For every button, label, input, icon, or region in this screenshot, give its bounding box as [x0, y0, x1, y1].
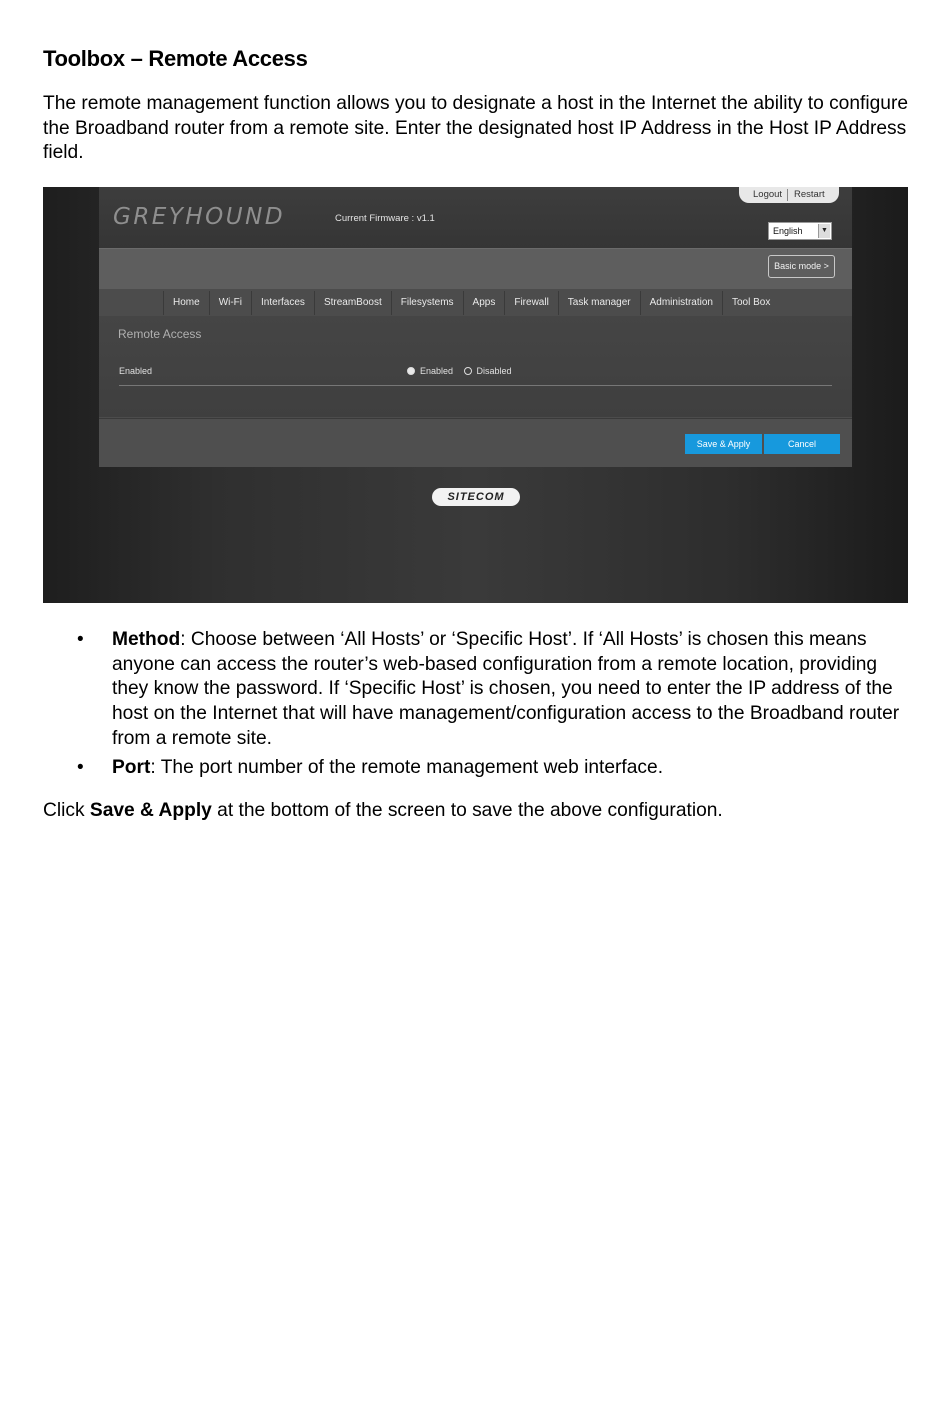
router-ui-panel: [99, 187, 852, 466]
bullet-text: : Choose between ‘All Hosts’ or ‘Specific Host’. If ‘All Hosts’ is chosen this means anyone can access the router’s web-based configuration from a remote location, providing they know the password. If ‘Specific Host’ is chosen, you need to enter the IP address of the host on the Internet that will have management/configuration access to the Broadband router from a remote site.: [112, 629, 900, 749]
save-apply-button[interactable]: Save & Apply: [685, 434, 762, 454]
nav-streamboost[interactable]: StreamBoost: [314, 291, 391, 315]
page-title: Toolbox – Remote Access: [43, 46, 308, 71]
radio-enabled-label: Enabled: [420, 366, 454, 376]
remote-access-panel: [99, 316, 852, 417]
radio-disabled[interactable]: [464, 366, 512, 376]
bullet-term: Port: [112, 757, 151, 779]
top-links: [739, 187, 839, 203]
closing-term: Save & Apply: [89, 800, 212, 821]
list-item: [43, 628, 913, 752]
closing-paragraph: [43, 799, 723, 824]
intro-paragraph: The remote management function allows you to designate a host in the Internet the ability to configure the Broadband router from a remote site. Enter the designated host IP Address in the Host IP Address field.: [43, 93, 909, 164]
nav-task-manager[interactable]: Task manager: [558, 291, 640, 315]
action-bar: [99, 418, 852, 467]
radio-disabled-label: Disabled: [476, 366, 512, 376]
radio-enabled[interactable]: [407, 366, 453, 376]
bullet-icon: •: [77, 629, 84, 650]
section-title: Remote Access: [118, 327, 202, 341]
firmware-version: Current Firmware : v1.1: [335, 213, 435, 224]
bullet-text: : The port number of the remote management web interface.: [150, 757, 664, 779]
bullet-list: [43, 628, 913, 785]
logout-link[interactable]: Logout: [753, 189, 783, 200]
bullet-icon: •: [77, 757, 84, 779]
nav-filesystems[interactable]: Filesystems: [391, 291, 463, 315]
divider: [119, 385, 832, 386]
cancel-button[interactable]: Cancel: [764, 434, 840, 454]
language-value: English: [773, 226, 803, 236]
router-screenshot: [43, 187, 908, 603]
nav-interfaces[interactable]: Interfaces: [251, 291, 314, 315]
greyhound-logo: GREYHOUND: [113, 204, 286, 230]
main-nav: [163, 291, 779, 315]
closing-suffix: at the bottom of the screen to save the above configuration.: [211, 800, 723, 821]
radio-unchecked-icon[interactable]: [464, 367, 472, 375]
nav-wifi[interactable]: Wi-Fi: [209, 291, 251, 315]
list-item: [43, 756, 913, 781]
nav-toolbox[interactable]: Tool Box: [722, 291, 779, 315]
chevron-down-icon[interactable]: ▼: [818, 224, 830, 238]
basic-mode-button[interactable]: Basic mode >: [768, 255, 835, 278]
nav-administration[interactable]: Administration: [640, 291, 722, 315]
sitecom-logo: SITECOM: [432, 488, 520, 506]
link-separator: [787, 189, 788, 201]
radio-checked-icon[interactable]: [407, 367, 415, 375]
bullet-term: Method: [112, 629, 181, 650]
enabled-radio-group: [407, 366, 520, 376]
closing-prefix: Click: [43, 800, 90, 821]
nav-firewall[interactable]: Firewall: [504, 291, 557, 315]
enabled-label: Enabled: [119, 366, 153, 376]
nav-apps[interactable]: Apps: [463, 291, 505, 315]
language-select[interactable]: [768, 222, 832, 240]
nav-home[interactable]: Home: [163, 291, 209, 315]
mode-bar: [99, 248, 852, 289]
restart-link[interactable]: Restart: [794, 189, 825, 200]
